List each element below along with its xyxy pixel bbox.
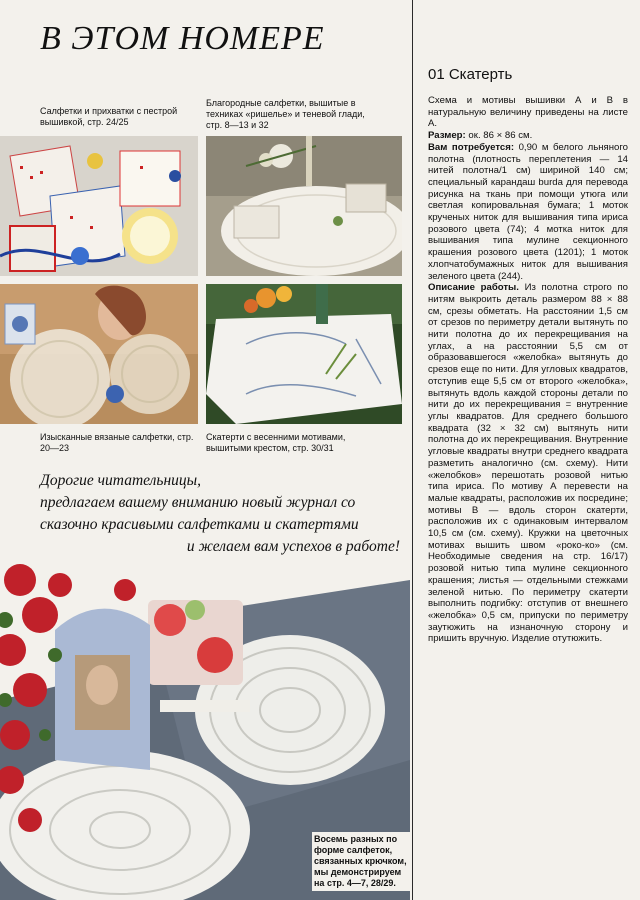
article-work [428, 282, 628, 645]
caption-crocheted-napkins: Изысканные вязаные салфетки, стр. 20—23 [40, 432, 194, 453]
photo-crocheted-napkins [0, 284, 198, 424]
work-text: Из полотна строго по нитям выкроить деталь размером 88 × 88 см, срезы обметать. На расстоянии 1,5 см от срезов по периметру детали вытянуть по нити полотна до их перекрещивания на углах, а на расстоянии 5,5 см от образовавшегося «желобка» вытянуть до срезов еще по нити. Для угловых квадратов, отступив еще 5,5 см от второго «желобка», вытянуть вдоль каждой стороны детали по нити до их перекрещивания = внутренние углы квадратов. Для среднего большого квадрата (32 × 32 см) вытянуть нити полотна до их перекрещивания. Внутренние угловые квадраты внутри среднего квадрата разметить аналогично (см. схему). Нити «желобков» перешотать розовой нитью типа ириса. По мотиву А перевести на малые квадраты, расположив их посредине; мотивы В — вдоль сторон скатерти, расположив их с одинаковым интервалом 10,5 см (см. схему). Кружки на цветочных мотивах вышить швом «роко-ко» (см. Необходимые сведения на стр. 16/17) розовой нитью типа мулине секционного крашения; листья — отдельными стежками зеленой нитью. По периметру скатерти выполнить подгибку: отступив от внешнего «желобка» 0,5 см, припуски по периметру заутюжить на изнаночную сторону и пришить вручную. Изделие отутюжить. [428, 282, 628, 645]
materials-text: 0,90 м белого льняного полотна (плотность переплетения — 14 нитей полотна/1 см) шириной 140 см; специальный карандаш burda для перевода рисунка на ткань при помощи утюга или светлая копировальная бумага; 1 моток крученых ниток для вышивания типа ириса розового цвета (74); 4 мотка ниток для вышивания типа мулине секционного крашения розового цвета (1201); 1 моток хлопчатобумажных ниток для вышивания зеленого цвета (244). [428, 141, 628, 282]
work-label: Описание работы. [428, 282, 519, 294]
article-size [428, 130, 628, 142]
caption-napkins-potholders: Салфетки и прихватки с пестрой вышивкой, стр. 24/25 [40, 106, 178, 127]
caption-noble-napkins: Благородные салфетки, вышитые в техниках «ришелье» и теневой глади, стр. 8—13 и 32 [206, 98, 365, 130]
article-intro: Схема и мотивы вышивки А и В в натуральную величину приведены на листе А. [428, 95, 628, 130]
caption-eight-doilies: Восемь разных по форме салфеток, связанных крючком, мы демонстрируем на стр. 4—7, 28/29. [312, 832, 412, 891]
materials-label: Вам потребуется: [428, 141, 515, 153]
greeting-line-2: предлагаем вашему вниманию новый журнал со [40, 494, 356, 511]
article-tablecloth [428, 66, 628, 645]
photo-spring-tablecloth [206, 284, 402, 424]
photo-noble-napkins [206, 136, 402, 276]
size-text: ок. 86 × 86 см. [465, 130, 533, 142]
caption-spring-tablecloths: Скатерти с весенними мотивами, вышитыми крестом, стр. 30/31 [206, 432, 346, 453]
size-label: Размер: [428, 130, 466, 142]
greeting-line-3: сказочно красивыми салфетками и скатертями [40, 516, 359, 533]
article-materials [428, 142, 628, 282]
article-title: 01 Скатерть [428, 66, 513, 83]
column-divider [412, 0, 413, 900]
greeting-line-4: и желаем вам успехов в работе! [186, 538, 400, 555]
greeting-line-1: Дорогие читательницы, [40, 472, 202, 489]
photo-napkins-potholders [0, 136, 198, 276]
page-title: В ЭТОМ НОМЕРЕ [40, 20, 325, 57]
article-body [428, 95, 628, 645]
